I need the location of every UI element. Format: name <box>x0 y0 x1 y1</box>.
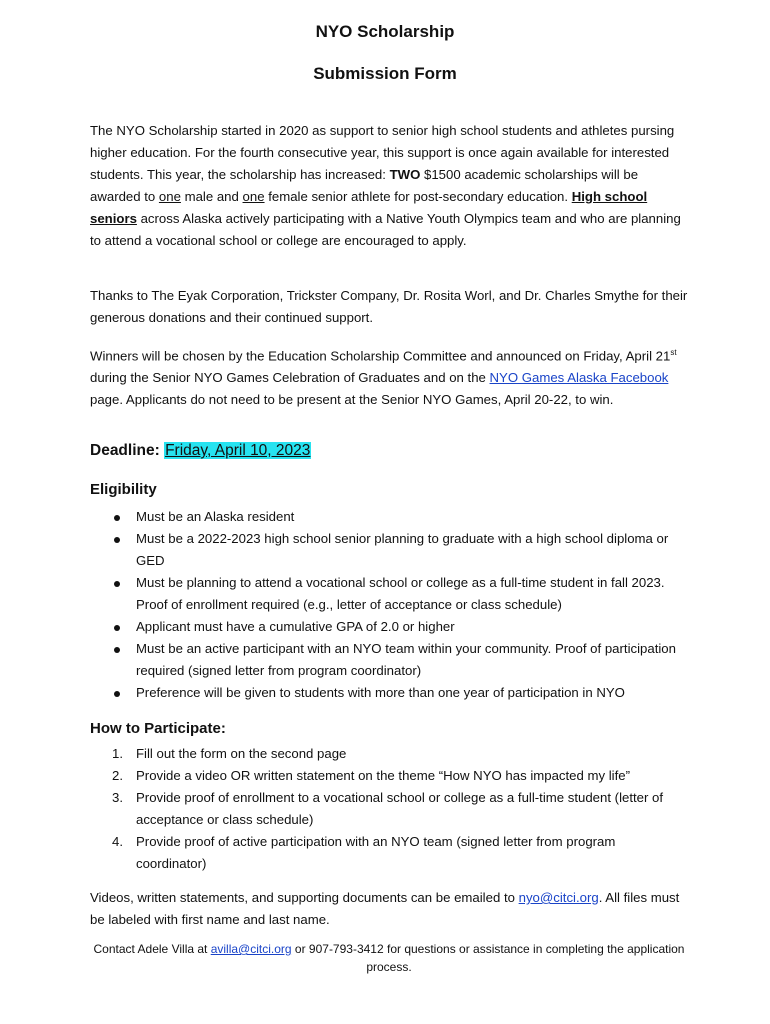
bullet-icon <box>114 647 120 653</box>
intro-text-1: The NYO Scholarship started in 2020 as support to senior high school students and athletes pursing higher education. For the fourth consecutive year, this support is once again available for interested students. This year, the scholarship has increased: <box>90 123 675 182</box>
list-item <box>90 682 688 704</box>
intro-two: TWO <box>389 167 421 182</box>
list-item <box>90 528 688 572</box>
intro-text-3: male and <box>180 189 243 204</box>
page-subtitle: Submission Form <box>313 64 457 83</box>
list-item <box>90 638 688 682</box>
list-item <box>90 506 688 528</box>
winners-paragraph <box>90 342 688 411</box>
list-item-text: Preference will be given to students with more than one year of participation in NYO <box>136 685 625 700</box>
step-text: Fill out the form on the second page <box>136 746 347 761</box>
deadline-label: Deadline: <box>90 442 160 459</box>
submission-text-1: Videos, written statements, and supporting documents can be emailed to <box>90 890 519 905</box>
list-item <box>90 787 688 831</box>
list-item-text: Must be an active participant with an NYO team within your community. Proof of participation required (signed letter from program coordinator) <box>136 641 676 678</box>
intro-text-5: across Alaska actively participating with a Native Youth Olympics team and who are planning to attend a vocational school or college are encouraged to apply. <box>90 211 681 248</box>
intro-paragraph <box>90 120 688 252</box>
list-item-text: Must be a 2022-2023 high school senior planning to graduate with a high school diploma or GED <box>136 531 669 568</box>
submission-paragraph <box>90 887 688 931</box>
intro-one-male: one <box>158 189 181 204</box>
intro-one-female: one <box>242 189 265 204</box>
list-item-text: Must be planning to attend a vocational school or college as a full-time student in fall 2023. Proof of enrollment required (e.g., letter of acceptance or class schedule) <box>136 575 665 612</box>
submission-text-2: . All files must be labeled with first name and last name. <box>90 890 680 927</box>
list-item <box>90 765 688 787</box>
list-item <box>90 831 688 875</box>
eligibility-heading: Eligibility <box>90 481 157 498</box>
deadline-line <box>90 442 311 460</box>
bullet-icon <box>114 537 120 543</box>
step-number: 3. <box>112 790 123 805</box>
step-text: Provide proof of active participation with an NYO team (signed letter from program coordinator) <box>136 834 616 871</box>
winners-text-1: Winners will be chosen by the Education Scholarship Committee and announced on Friday, April 21 <box>90 348 671 364</box>
page-title: NYO Scholarship <box>315 22 455 41</box>
step-text: Provide a video OR written statement on the theme “How NYO has impacted my life” <box>136 768 631 783</box>
thanks-paragraph: Thanks to The Eyak Corporation, Trickster Company, Dr. Rosita Worl, and Dr. Charles Smythe for their generous donations and their continued support. <box>90 288 688 325</box>
contact-footer <box>90 940 688 976</box>
step-number: 1. <box>112 746 123 761</box>
intro-text-4: female senior athlete for post-secondary education. <box>264 189 572 204</box>
facebook-link[interactable]: NYO Games Alaska Facebook <box>489 370 669 386</box>
step-number: 4. <box>112 834 123 849</box>
contact-text-1: Contact Adele Villa at <box>93 942 211 956</box>
intro-high-school-seniors: High school seniors <box>90 189 648 226</box>
contact-text-2: or 907-793-3412 for questions or assistance in completing the application process. <box>291 942 685 974</box>
list-item <box>90 572 688 616</box>
intro-text-2: $1500 academic scholarships will be awarded to <box>90 167 639 204</box>
step-text: Provide proof of enrollment to a vocational school or college as a full-time student (letter of acceptance or class schedule) <box>136 790 664 827</box>
bullet-icon <box>114 515 120 521</box>
list-item-text: Applicant must have a cumulative GPA of 2.0 or higher <box>136 619 455 634</box>
winners-superscript: st <box>670 348 677 357</box>
step-number: 2. <box>112 768 123 783</box>
winners-text-3: page. Applicants do not need to be present at the Senior NYO Games, April 20-22, to win. <box>90 392 614 408</box>
eligibility-list <box>90 506 688 704</box>
bullet-icon <box>114 625 120 631</box>
list-item-text: Must be an Alaska resident <box>136 509 295 524</box>
how-to-participate-heading: How to Participate: <box>90 720 226 737</box>
participation-steps-list <box>90 743 688 875</box>
winners-text-2: during the Senior NYO Games Celebration of Graduates and on the <box>90 370 490 386</box>
bullet-icon <box>114 691 120 697</box>
nyo-email-link[interactable]: nyo@citci.org <box>518 890 599 905</box>
bullet-icon <box>114 581 120 587</box>
list-item <box>90 616 688 638</box>
deadline-date: Friday, April 10, 2023 <box>165 442 311 459</box>
contact-email-link[interactable]: avilla@citci.org <box>210 942 292 956</box>
list-item <box>90 743 688 765</box>
